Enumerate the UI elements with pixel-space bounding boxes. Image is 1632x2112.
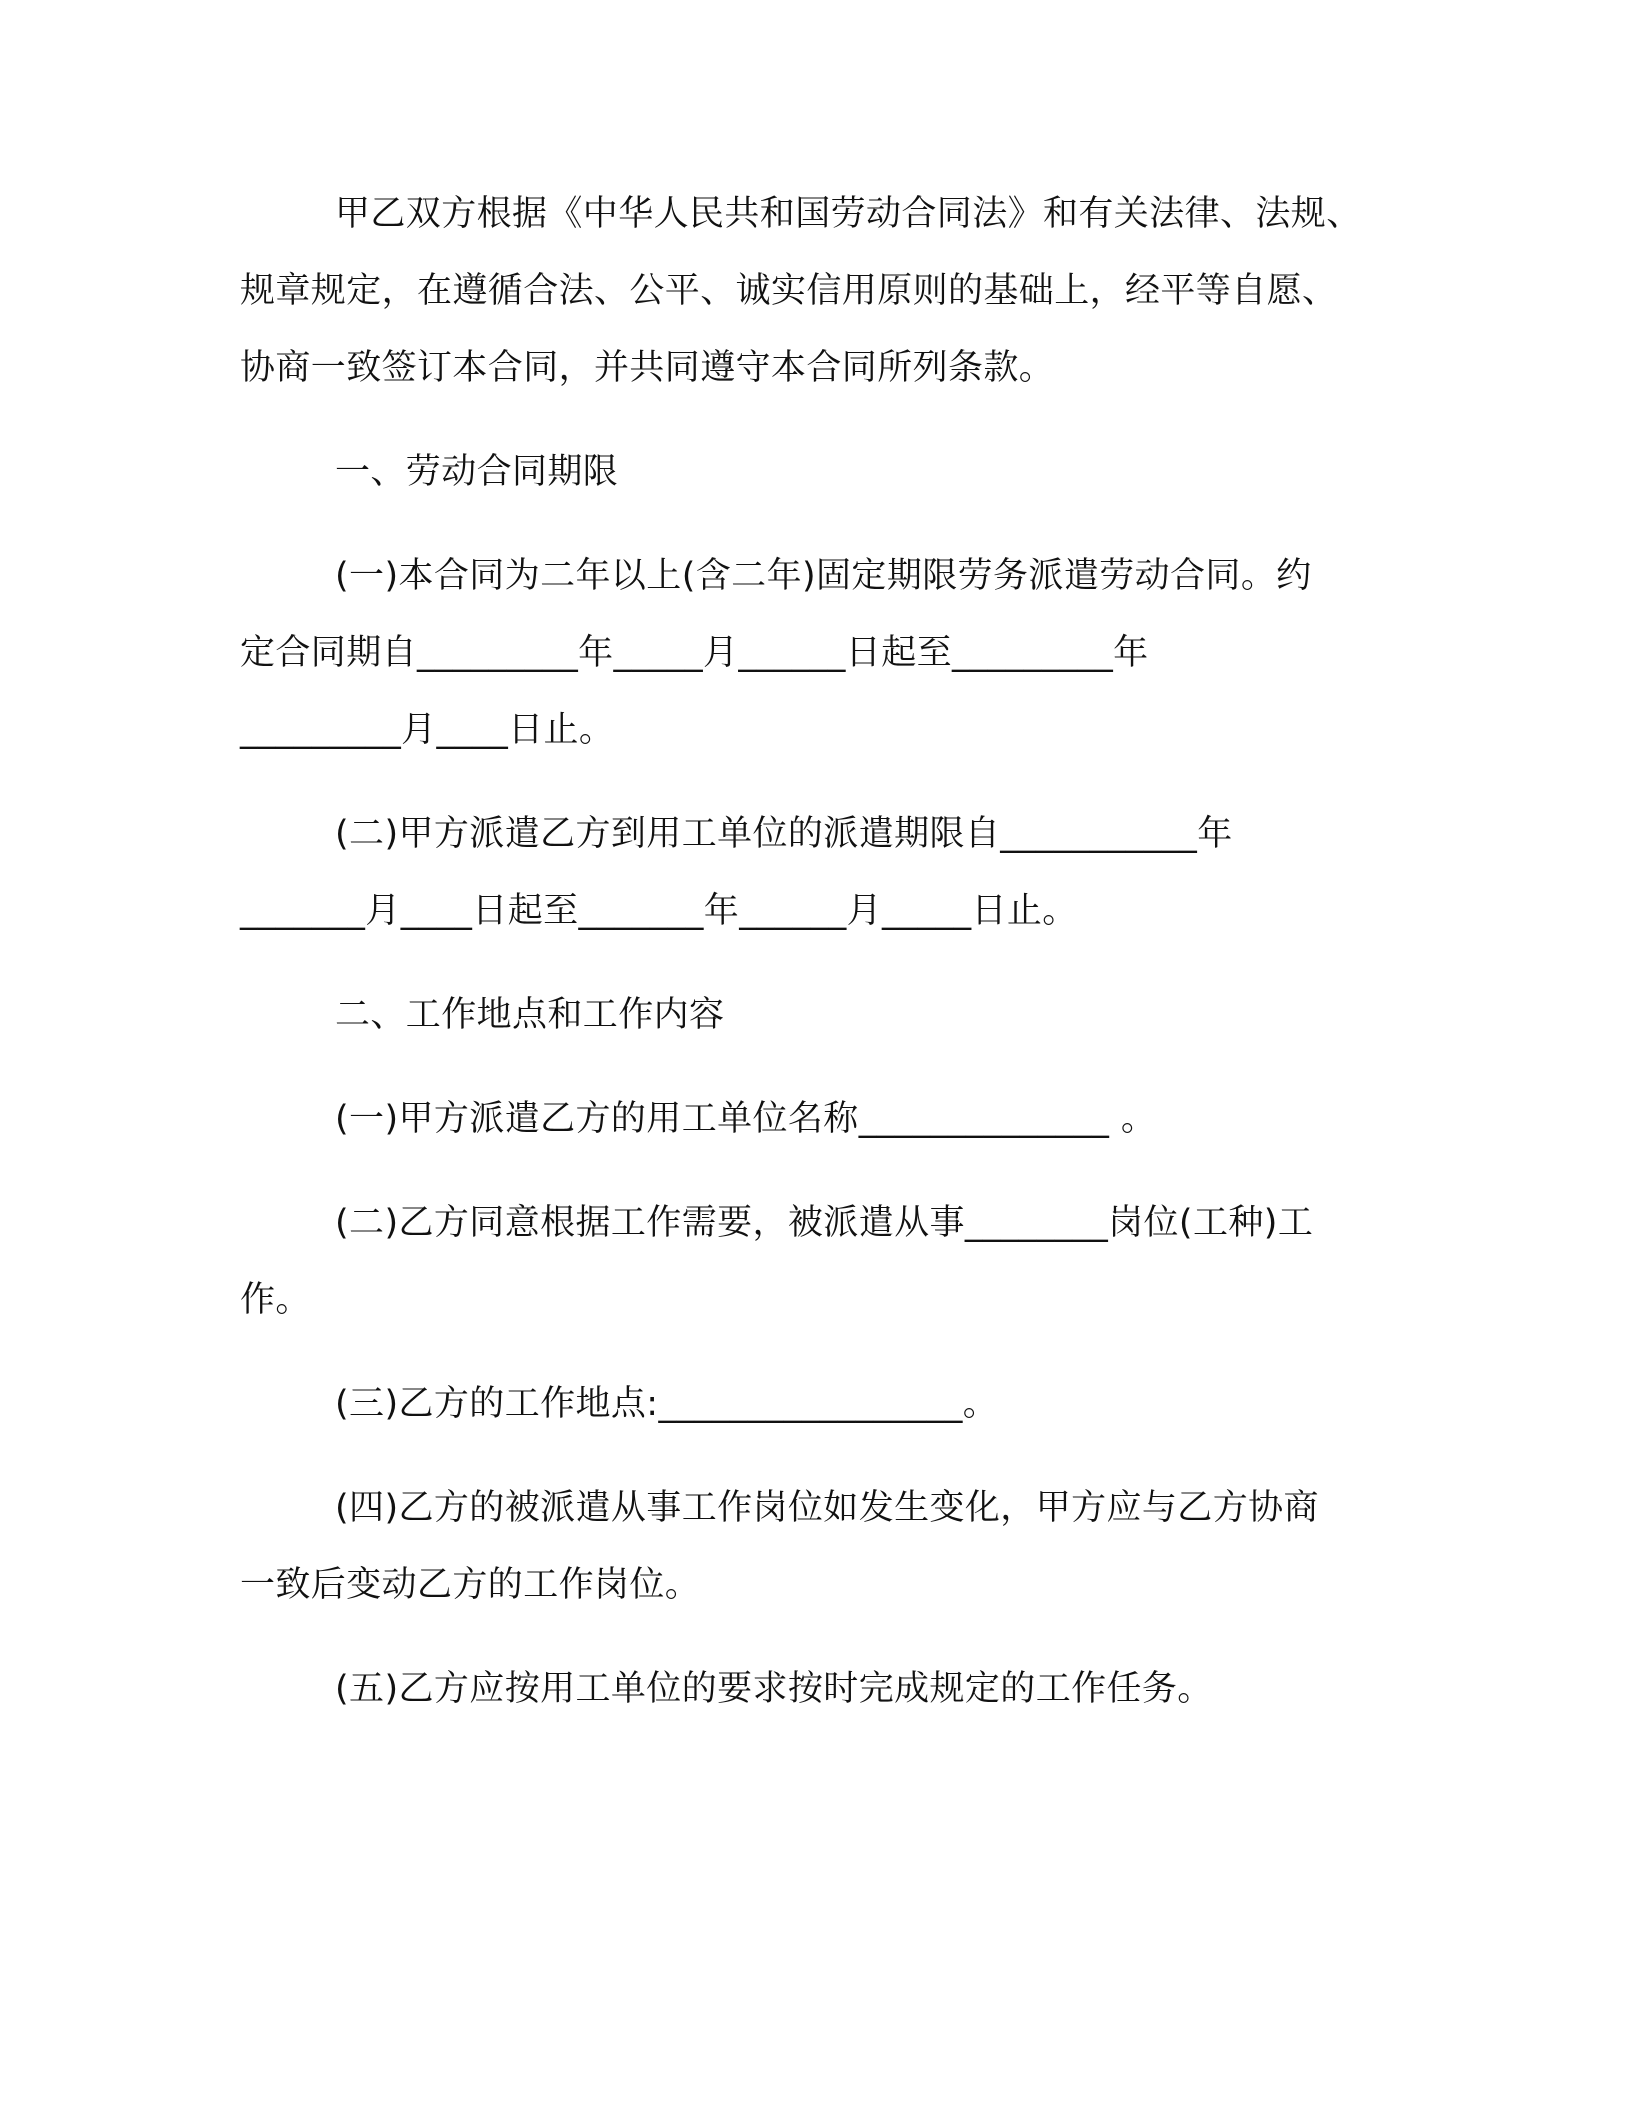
- section-2-clause-3: (三)乙方的工作地点:_________________。: [335, 1384, 999, 1424]
- section-1-clause-1-line-3: _________月____日止。: [240, 710, 615, 750]
- intro-line-1: 甲乙双方根据《中华人民共和国劳动合同法》和有关法律、法规、: [335, 194, 1362, 234]
- section-2-heading: 二、工作地点和工作内容: [335, 995, 725, 1035]
- section-1-clause-2-line-2: _______月____日起至_______年______月_____日止。: [240, 891, 1078, 931]
- section-2-clause-5: (五)乙方应按用工单位的要求按时完成规定的工作任务。: [335, 1669, 1213, 1709]
- intro-line-3: 协商一致签订本合同，并共同遵守本合同所列条款。: [240, 348, 1055, 388]
- intro-line-2: 规章规定，在遵循合法、公平、诚实信用原则的基础上，经平等自愿、: [240, 271, 1338, 311]
- section-1-clause-1-line-2: 定合同期自_________年_____月______日起至_________年: [240, 633, 1149, 673]
- section-1-clause-2-line-1: (二)甲方派遣乙方到用工单位的派遣期限自___________年: [335, 814, 1233, 854]
- section-2-clause-4-line-1: (四)乙方的被派遣从事工作岗位如发生变化，甲方应与乙方协商: [335, 1488, 1319, 1528]
- section-1-clause-1-line-1: (一)本合同为二年以上(含二年)固定期限劳务派遣劳动合同。约: [335, 556, 1312, 596]
- section-2-clause-4-line-2: 一致后变动乙方的工作岗位。: [240, 1565, 701, 1605]
- section-2-clause-1: (一)甲方派遣乙方的用工单位名称______________ 。: [335, 1099, 1157, 1139]
- section-2-clause-2-line-1: (二)乙方同意根据工作需要，被派遣从事________岗位(工种)工: [335, 1203, 1314, 1243]
- section-2-clause-2-line-2: 作。: [240, 1280, 311, 1320]
- section-1-heading: 一、劳动合同期限: [335, 452, 619, 492]
